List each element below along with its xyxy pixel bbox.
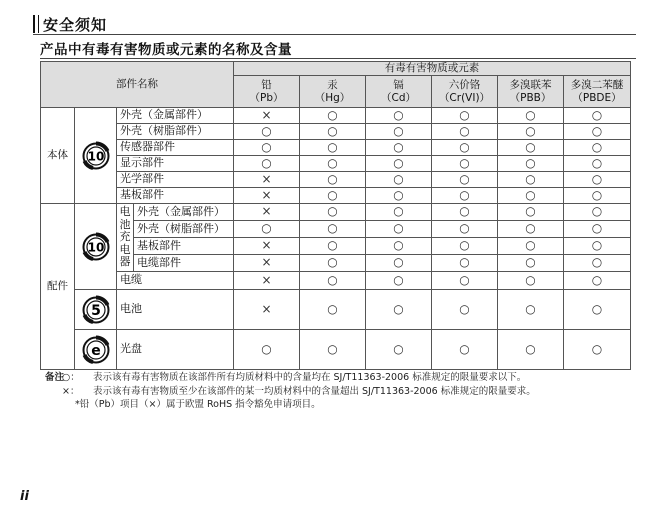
circle-mark-cell: ○ <box>300 172 366 188</box>
circle-mark-cell: ○ <box>366 188 432 204</box>
circle-mark-cell: ○ <box>564 221 631 238</box>
part-label: 外壳（树脂部件） <box>134 221 234 238</box>
table-row <box>41 156 631 172</box>
circle-mark-cell: ○ <box>564 330 631 370</box>
table-row <box>41 124 631 140</box>
col-header-cd: 镉 （Cd） <box>366 76 432 108</box>
rohs-footnote: *铅（Pb）项目（×）属于欧盟 RoHS 指令豁免申请项目。 <box>75 399 321 410</box>
table-row <box>41 108 631 124</box>
circle-mark-cell: ○ <box>564 238 631 255</box>
circle-mark-cell: ○ <box>300 238 366 255</box>
epup-e-icon <box>81 335 111 365</box>
circle-mark-cell: ○ <box>564 108 631 124</box>
circle-mark: ○： <box>62 372 80 383</box>
circle-mark-cell: ○ <box>432 238 498 255</box>
circle-mark-cell: ○ <box>432 330 498 370</box>
circle-mark-cell: ○ <box>366 204 432 221</box>
circle-mark-cell: ○ <box>498 272 564 290</box>
subtitle-bar <box>40 38 636 59</box>
circle-mark-cell: ○ <box>366 290 432 330</box>
table-row <box>41 172 631 188</box>
col-header-pb: 铅 （Pb） <box>234 76 300 108</box>
circle-mark-cell: ○ <box>432 290 498 330</box>
circle-mark-cell: ○ <box>234 221 300 238</box>
circle-mark-cell: ○ <box>498 330 564 370</box>
circle-mark-cell: ○ <box>366 156 432 172</box>
section-marker-bars <box>33 15 39 33</box>
table-row <box>41 290 631 330</box>
circle-mark-cell: ○ <box>498 204 564 221</box>
part-label: 外壳（金属部件） <box>117 108 234 124</box>
svg-text:e: e <box>90 342 101 359</box>
circle-mark-cell: ○ <box>432 140 498 156</box>
epup-10-year-icon <box>81 141 111 171</box>
circle-mark-cell: ○ <box>564 272 631 290</box>
circle-mark-cell: ○ <box>498 140 564 156</box>
circle-mark-cell: ○ <box>300 108 366 124</box>
epup-10-year-icon <box>81 232 111 262</box>
circle-mark-cell: ○ <box>432 156 498 172</box>
notes-label: 备注 <box>45 372 65 383</box>
circle-mark-cell: ○ <box>234 156 300 172</box>
circle-mark-cell: ○ <box>564 156 631 172</box>
subtitle: 产品中有毒有害物质或元素的名称及含量 <box>40 42 292 58</box>
parts-name-header: 部件名称 <box>41 62 234 108</box>
circle-mark-cell: ○ <box>498 172 564 188</box>
circle-mark-cell: ○ <box>432 124 498 140</box>
svg-text:10: 10 <box>87 149 104 163</box>
col-header-pbde: 多溴二苯醚 （PBDE） <box>564 76 631 108</box>
part-label: 基板部件 <box>117 188 234 204</box>
circle-mark-cell: ○ <box>498 255 564 272</box>
circle-mark-cell: ○ <box>432 204 498 221</box>
circle-mark-cell: ○ <box>366 172 432 188</box>
part-label: 电池 <box>117 290 234 330</box>
part-label: 基板部件 <box>134 238 234 255</box>
circle-mark-cell: ○ <box>366 272 432 290</box>
circle-mark-cell: ○ <box>498 221 564 238</box>
section-header <box>33 14 636 35</box>
circle-mark-cell: ○ <box>300 140 366 156</box>
svg-text:10: 10 <box>87 240 104 254</box>
group-label-body: 本体 <box>41 108 75 204</box>
substance-group-header: 有毒有害物质或元素 <box>234 62 631 76</box>
circle-mark-cell: ○ <box>564 124 631 140</box>
circle-mark-cell: ○ <box>300 156 366 172</box>
circle-mark-cell: ○ <box>498 156 564 172</box>
col-header-hg: 汞 （Hg） <box>300 76 366 108</box>
col-header-pbb: 多溴联苯 （PBB） <box>498 76 564 108</box>
col-header-cr6: 六价铬 （Cr(VI)） <box>432 76 498 108</box>
epup-10-logo-cell <box>75 108 117 204</box>
circle-mark-cell: ○ <box>366 330 432 370</box>
cross-mark-cell: × <box>234 108 300 124</box>
circle-mark-cell: ○ <box>564 140 631 156</box>
cross-mark-cell: × <box>234 255 300 272</box>
part-label: 显示部件 <box>117 156 234 172</box>
cross-mark-cell: × <box>234 290 300 330</box>
part-label: 电缆部件 <box>134 255 234 272</box>
circle-mark-cell: ○ <box>564 290 631 330</box>
circle-mark-cell: ○ <box>366 255 432 272</box>
section-title: 安全须知 <box>43 16 108 34</box>
battery-charger-label: 电 池 充 电 器 <box>117 204 134 272</box>
svg-text:5: 5 <box>90 302 101 319</box>
circle-mark-cell: ○ <box>300 272 366 290</box>
part-label: 传感器部件 <box>117 140 234 156</box>
circle-mark-cell: ○ <box>498 188 564 204</box>
cross-mark-cell: × <box>234 238 300 255</box>
circle-mark-cell: ○ <box>234 124 300 140</box>
circle-mark-cell: ○ <box>300 124 366 140</box>
circle-mark-cell: ○ <box>300 204 366 221</box>
cross-mark: ×： <box>62 385 80 397</box>
circle-mark-cell: ○ <box>300 188 366 204</box>
circle-mark-cell: ○ <box>300 330 366 370</box>
circle-mark-cell: ○ <box>366 221 432 238</box>
circle-mark-cell: ○ <box>366 238 432 255</box>
cross-mark-cell: × <box>234 172 300 188</box>
circle-mark-cell: ○ <box>432 272 498 290</box>
cross-mark-cell: × <box>234 188 300 204</box>
circle-mark-cell: ○ <box>432 255 498 272</box>
circle-mark-cell: ○ <box>432 221 498 238</box>
circle-mark-cell: ○ <box>300 255 366 272</box>
circle-mark-cell: ○ <box>300 290 366 330</box>
circle-mark-cell: ○ <box>300 221 366 238</box>
circle-mark-cell: ○ <box>498 238 564 255</box>
circle-mark-cell: ○ <box>564 204 631 221</box>
table-row <box>41 330 631 370</box>
table-row <box>41 140 631 156</box>
cross-mark-cell: × <box>234 204 300 221</box>
circle-mark-cell: ○ <box>234 140 300 156</box>
circle-mark-cell: ○ <box>234 330 300 370</box>
epup-10-logo-cell <box>75 204 117 290</box>
epup-5-year-icon <box>81 295 111 325</box>
part-label: 电缆 <box>117 272 234 290</box>
table-row <box>41 188 631 204</box>
cross-mark-cell: × <box>234 272 300 290</box>
part-label: 光学部件 <box>117 172 234 188</box>
circle-mark-cell: ○ <box>498 108 564 124</box>
circle-mark-cell: ○ <box>366 140 432 156</box>
epup-5-logo-cell <box>75 290 117 330</box>
circle-mark-cell: ○ <box>432 188 498 204</box>
circle-mark-cell: ○ <box>432 172 498 188</box>
page-number: ii <box>20 489 29 504</box>
part-label: 外壳（金属部件） <box>134 204 234 221</box>
part-label: 光盘 <box>117 330 234 370</box>
circle-mark-cell: ○ <box>366 124 432 140</box>
circle-mark-cell: ○ <box>498 290 564 330</box>
part-label: 外壳（树脂部件） <box>117 124 234 140</box>
circle-mark-cell: ○ <box>366 108 432 124</box>
hazardous-substance-table <box>40 61 631 370</box>
table-row <box>41 204 631 221</box>
circle-mark-cell: ○ <box>564 255 631 272</box>
circle-mark-cell: ○ <box>564 188 631 204</box>
circle-mark-cell: ○ <box>564 172 631 188</box>
group-label-accessories: 配件 <box>41 204 75 370</box>
cross-explanation: 表示该有毒有害物质至少在该部件的某一均质材料中的含量超出 SJ/T11363-2006 标准规定的限量要求。 <box>93 385 536 397</box>
circle-explanation: 表示该有毒有害物质在该部件所有均质材料中的含量均在 SJ/T11363-2006 标准规定的限量要求以下。 <box>93 372 527 383</box>
circle-mark-cell: ○ <box>432 108 498 124</box>
epup-e-logo-cell <box>75 330 117 370</box>
circle-mark-cell: ○ <box>498 124 564 140</box>
table-row <box>41 272 631 290</box>
